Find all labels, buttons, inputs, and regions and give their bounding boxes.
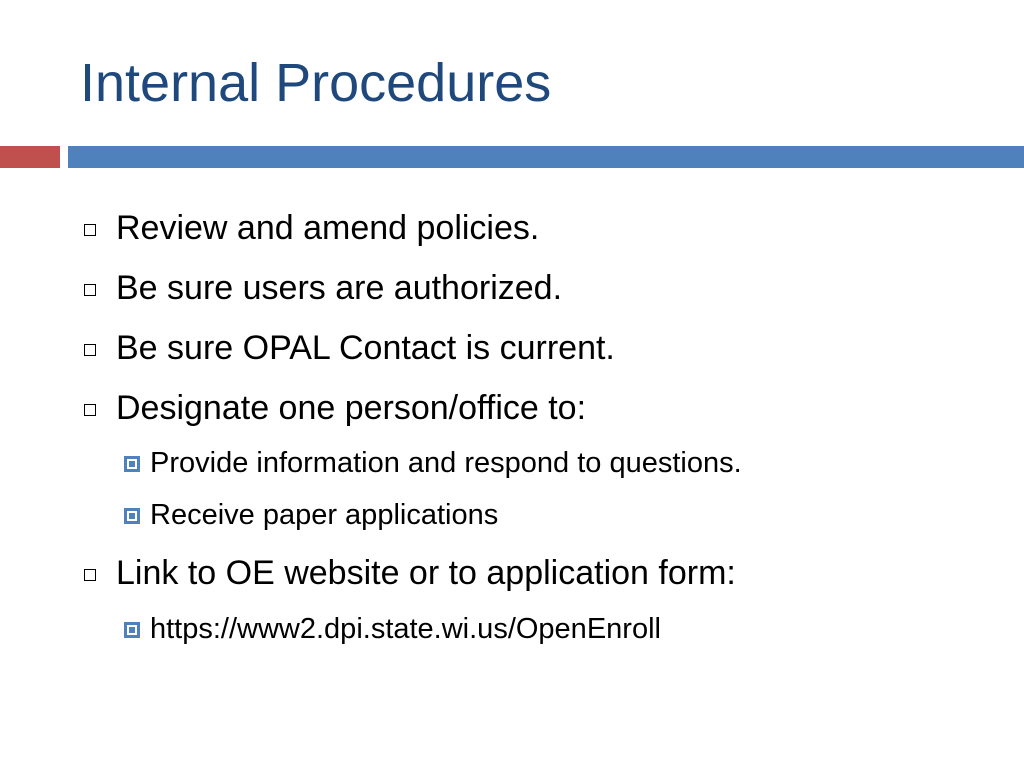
blue-square-bullet-icon [124, 508, 140, 524]
sub-bullet-text: Provide information and respond to questions. [150, 446, 742, 479]
bullet-item [84, 206, 539, 250]
bullet-item [84, 266, 562, 310]
bullet-text: Link to OE website or to application form: [116, 553, 736, 592]
hollow-square-bullet-icon [84, 569, 96, 581]
sub-bullet-item [124, 445, 742, 481]
sub-bullet-item [124, 497, 498, 533]
bullet-text: Be sure OPAL Contact is current. [116, 328, 615, 367]
sub-bullet-text: Receive paper applications [150, 498, 499, 531]
title-divider-accent-left [0, 146, 60, 168]
bullet-text: Be sure users are authorized. [116, 268, 563, 307]
hollow-square-bullet-icon [84, 404, 96, 416]
bullet-item [84, 551, 736, 595]
blue-square-bullet-icon [124, 622, 140, 638]
hollow-square-bullet-icon [84, 344, 96, 356]
bullet-item [84, 326, 615, 370]
hollow-square-bullet-icon [84, 284, 96, 296]
hollow-square-bullet-icon [84, 224, 96, 236]
blue-square-bullet-icon [124, 456, 140, 472]
sub-bullet-item [124, 611, 661, 647]
slide-title: Internal Procedures [80, 53, 552, 113]
title-divider-accent-right [68, 146, 1024, 168]
url-text[interactable]: https://www2.dpi.state.wi.us/OpenEnroll [150, 612, 661, 645]
bullet-text: Review and amend policies. [116, 208, 540, 247]
bullet-item [84, 386, 586, 430]
bullet-text: Designate one person/office to: [116, 388, 587, 427]
